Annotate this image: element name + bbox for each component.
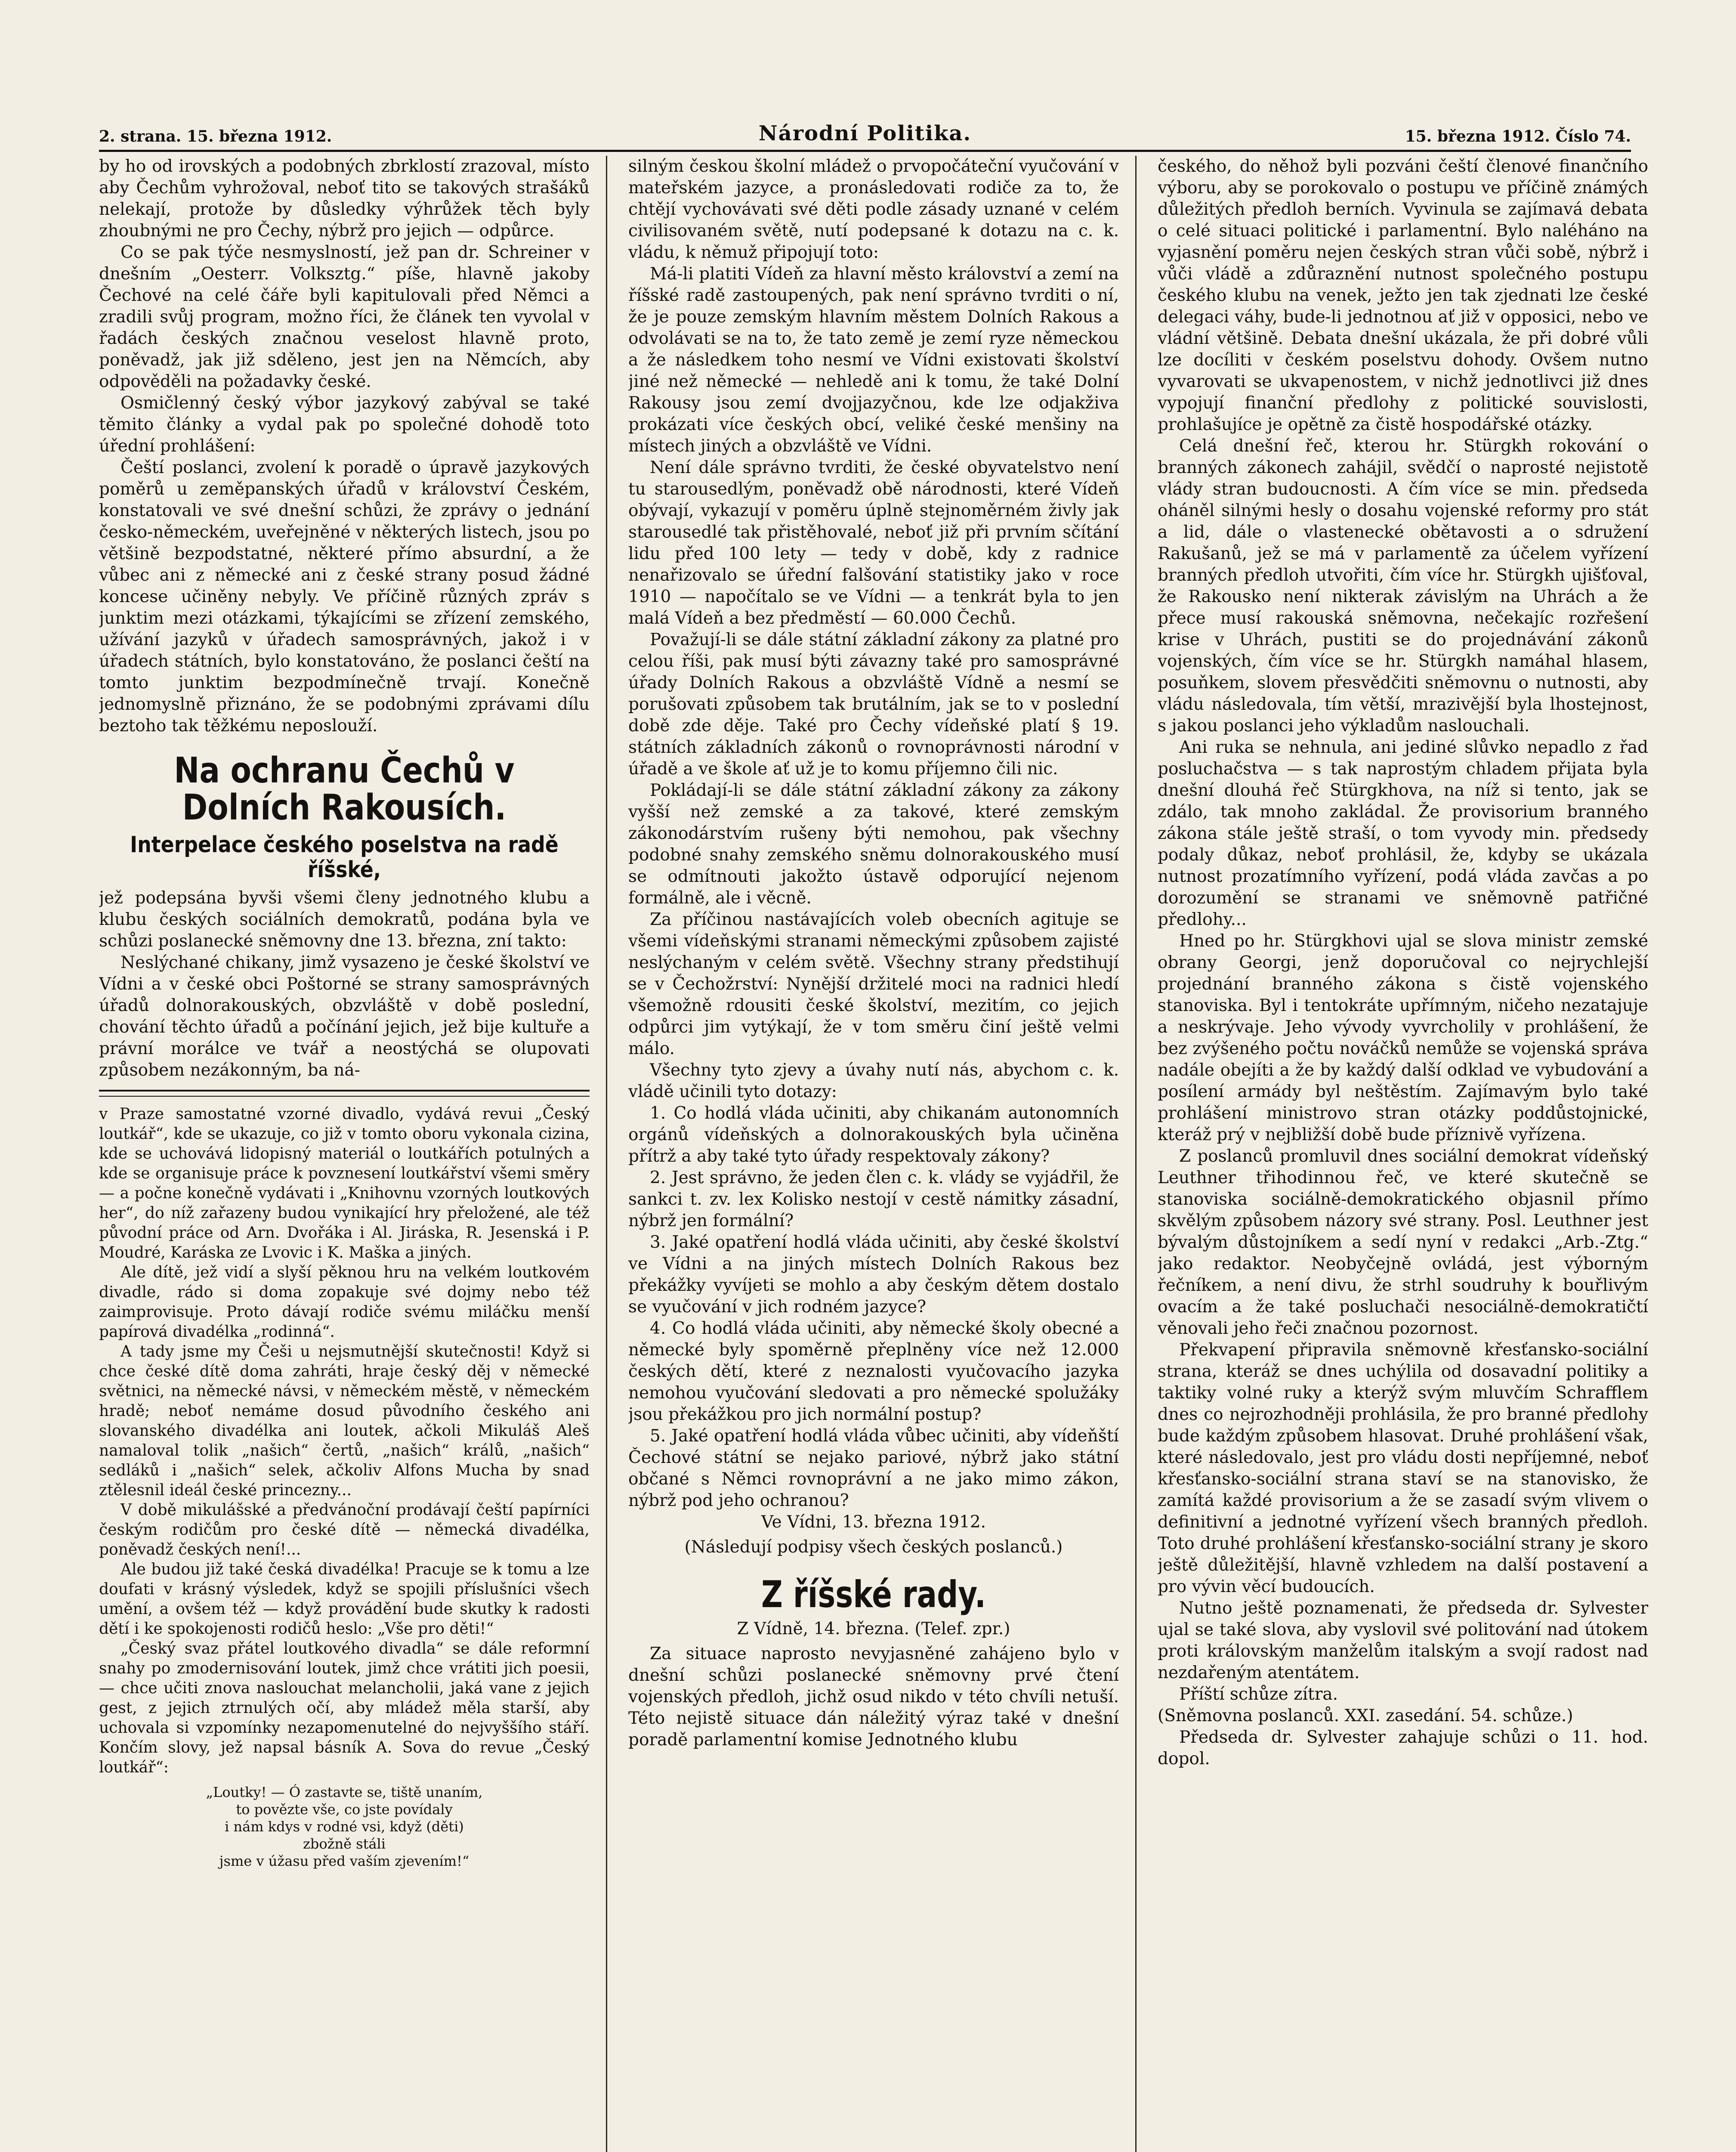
page-header <box>99 120 1631 145</box>
article-headline: Na ochranu Čechů v Dolních Rakousích. <box>174 750 515 828</box>
paragraph: Z poslanců promluvil dnes sociální demokrat vídeňský Leuthner třihodinnou řeč, ve které skutečně se stanoviska sociálně-demokratického objasnil přímo skvělým způsobem názory své strany. Posl. Leuthner jest bývalým důstojníkem a sedí nyní v redakci „Arb.-Ztg.“ jako redaktor. Neobyčejně ovládá, jest výborným řečníkem, a není divu, že strhl soudruhy k bouřlivým ovacím a že také posluchači nesociálně-demokratičtí věnovali jeho řeči značnou pozornost. <box>1158 1147 1648 1338</box>
header-page-date: 2. strana. 15. března 1912. <box>99 127 332 145</box>
header-rule <box>99 150 1631 152</box>
question-item: 5. Jaké opatření hodlá vláda vůbec učiniti, aby vídeňští Čechové státní se nejako pariové, nýbrž jako státní občané s Němci rovnoprávní a ne jako mimo zákon, nýbrž pod jeho ochranou? <box>628 1426 1119 1510</box>
poem-line: i nám kdys v rodné vsi, když (děti) <box>225 1818 464 1835</box>
article-dateline: Z Vídně, 14. března. (Telef. zpr.) <box>737 1619 1010 1639</box>
paragraph: A tady jsme my Češi u nejsmutnější skutečnosti! Když si chce české dítě doma zahráti, hraje český děj v německé světnici, na německé návsi, v německém městě, v německém hradě; neboť nemáme dosud původního českého ani slovanského divadélka ani loutek, ačkoli Mikuláš Aleš namaloval tolik „našich“ čertů, „našich“ králů, „našich“ sedláků i „našich“ selek, ačkoliv Alfons Mucha by snad ztělesnil ideál české princezny... <box>99 1343 590 1499</box>
question-item: 4. Co hodlá vláda učiniti, aby německé školy obecné a německé byly spoměrně přeplněny více než 12.000 českých dětí, které z neznalosti vyučovacího jazyka nemohou vyučování sledovati a pro německé spolužáky jsou překážkou pro jich normální postup? <box>628 1319 1119 1424</box>
question-item: 3. Jaké opatření hodlá vláda učiniti, aby české školství ve Vídni a na jiných místech Dolních Rakous bez překážky vyvíjeti se mohlo a aby českým dětem dostalo se vyučování v jich rodném jazyce? <box>628 1233 1119 1317</box>
column-2 <box>628 156 1119 2152</box>
paragraph: Osmičlenný český výbor jazykový zabýval se také těmito články a vydal pak po společné dohodě toto úřední prohlášení: <box>99 393 590 456</box>
paragraph: Všechny tyto zjevy a úvahy nutí nás, abychom c. k. vládě učinili tyto dotazy: <box>628 1061 1119 1101</box>
column-divider <box>1135 156 1137 2152</box>
signoff-signatures: (Následují podpisy všech českých poslanců.) <box>684 1537 1063 1557</box>
paragraph: by ho od irovských a podobných zbrklostí zrazoval, místo aby Čechům vyhrožoval, neboť tito se takových strašáků nelekají, protože by důsledky výhrůžek těch byly zhoubnými ne pro Čechy, nýbrž pro jejich — odpůrce. <box>99 157 590 241</box>
feuilleton-divider <box>99 1090 590 1097</box>
poem-line: zbožně stáli <box>303 1836 386 1852</box>
poem-line: to povězte vše, co jste povídaly <box>236 1801 453 1818</box>
column-3 <box>1158 156 1648 2152</box>
article-headline: Z říšské rady. <box>761 1573 986 1616</box>
session-heading: (Sněmovna poslanců. XXI. zasedání. 54. schůze.) <box>1158 1706 1573 1725</box>
paragraph: Nutno ještě poznamenati, že předseda dr. Sylvester ujal se také slova, aby vyslovil své politování nad útokem proti královským manželům italským a svojí radost nad nezdařeným atentátem. <box>1158 1599 1648 1682</box>
paragraph: jež podepsána byvši všemi členy jednotného klubu a klubu českých sociálních demokratů, podána byla ve schůzi poslanecké sněmovny dne 13. března, zní takto: <box>99 888 590 951</box>
paragraph: Za příčinou nastávajících voleb obecních agituje se všemi vídeňskými stranami německými způsobem zajisté neslýchaným v celém světě. Všechny strany předstihují se v Čechožrství: Nynější držitelé moci na radnici hledí všemožně rdousiti české školství, mezitím, co jejich odpůrci jim vytýkají, že v tom směru činí ještě velmi málo. <box>628 910 1119 1058</box>
paragraph: Považují-li se dále státní základní zákony za platné pro celou říši, pak musí býti závazny také pro samosprávné úřady Dolních Rakous a obzvláště Vídně a nesmí se porušovati způsobem tak brutálním, jak se to v poslední době zde děje. Také pro Čechy vídeňské platí § 19. státních základních zákonů o rovnoprávnosti národní v úřadě a ve škole ať už je to komu příjemno čili nic. <box>628 630 1119 779</box>
poem-quote <box>99 1784 590 1870</box>
poem-line: „Loutky! — Ó zastavte se, tiště unaním, <box>206 1784 483 1800</box>
feuilleton-section <box>99 1104 590 1870</box>
question-item: 1. Co hodlá vláda učiniti, aby chikanám autonomních orgánů vídeňských a dolnorakouských byla učiněna přítrž a aby také tyto úřady respektovaly zákony? <box>628 1104 1119 1166</box>
paragraph: v Praze samostatné vzorné divadlo, vydává revui „Český loutkář“, kde se ukazuje, co již v tomto oboru vykonala cizina, kde se uchovává lidopisný materiál o loutkářích potulných a kde se organisuje práce k povznesení loutkářství všemi směry — a počne konečně vydávati i „Knihovnu vzorných loutkových her“, do níž zařazeny budou vynikající hry přeložené, ale též původní práce od Arn. Dvořáka i Al. Jiráska, R. Jesenská i P. Moudré, Karáska ze Lvovic i K. Maška a jiných. <box>99 1105 590 1262</box>
column-1 <box>99 156 590 2152</box>
paragraph: Ale dítě, jež vidí a slyší pěknou hru na velkém loutkovém divadle, rádo si doma zopakuje své dojmy nebo též zaimprovisuje. Proto dávají rodiče svému miláčku menší papírová divadélka „rodinná“. <box>99 1264 590 1341</box>
article-subheadline: Interpelace českého poselstva na radě říšské, <box>130 832 559 883</box>
header-issue-number: 15. března 1912. Číslo 74. <box>1405 127 1631 145</box>
paragraph: silným českou školní mládež o prvopočáteční vyučování v mateřském jazyce, a pronásledovati rodiče za to, že chtějí vychovávati své děti podle zásady uznané v celém civilisovaném světě, nutí podepsané k dotazu na c. k. vládu, k němuž připojují toto: <box>628 157 1119 262</box>
column-divider <box>606 156 607 2152</box>
paragraph: českého, do něhož byli pozváni čeští členové finančního výboru, aby se porokovalo o postupu ve příčině známých důležitých předloh berních. Vyvinula se zajímavá debata o celé situaci politické i parlamentní. Bylo naléháno na vyjasnění poměru nejen českých stran vůči sobě, nýbrž i vůči vládě a zdůraznění nutnost společného postupu českého klubu na venek, ježto jen tak zjednati lze české delegaci váhy, bude-li jednotnou ať již v opposici, nebo ve vládní většině. Debata dnešní ukázala, že při dobré vůli lze docíliti v českém poselstvu dohody. Ovšem nutno vyvarovati se ukvapenostem, v nichž jednotlivci již dnes vypojují finanční předlohy z politické souvislosti, prohlašujíce je opětně za čistě hospodářské otázky. <box>1158 157 1648 434</box>
paragraph: „Český svaz přátel loutkového divadla“ se dále reformní snahy po zmodernisování loutek, jimž chce vrátiti jich poesii, — chce učiti znova naslouchat melancholii, jaká vane z jejich gest, z jejich ztrnulých očí, aby mládež měla starší, aby uchovala si vzpomínky nezapomenutelné do nejvyššího stáří. Končím slovy, jež napsal básník A. Sova do revue „Český loutkář“: <box>99 1640 590 1776</box>
masthead-title: Národní Politika. <box>758 121 972 145</box>
poem-line: jsme v úžasu před vaším zjevením!“ <box>219 1853 470 1869</box>
paragraph: Předseda dr. Sylvester zahajuje schůzi o 11. hod. dopol. <box>1158 1728 1648 1769</box>
paragraph: Pokládají-li se dále státní základní zákony za zákony vyšší než zemské a za takové, které zemským zákonodárstvím rušeny býti nemohou, pak všechny podobné snahy zemského sněmu dolnorakouského musí se odmítnouti jakožto ústavě odporující nejenom formálně, ale i věcně. <box>628 781 1119 908</box>
paragraph: Překvapení připravila sněmovně křesťansko-sociální strana, kteráž se dnes uchýlila od dosavadní politiky a taktiky volné ruky a kterýž svým mluvčím Schrafflem dnes co nejrozhodněji prohlásila, že pro branné předlohy bude každým způsobem hlasovat. Druhé prohlášení však, které následovalo, jest pro vládu dosti nepříjemné, neboť křesťansko-sociální strana staví se na stanovisko, že zamítá každé provisorium a že se zasadí svým vlivem o definitivní a jednotné vyřízení všech branných předloh. Toto druhé prohlášení křesťansko-sociální strany je skoro ještě důležitější, hlavně vzhledem na další postavení a pro vývin věcí budoucích. <box>1158 1340 1648 1596</box>
paragraph: V době mikulášské a předvánoční prodávají čeští papírníci českým rodičům pro české dítě — německá divadélka, poněvadž českých není!... <box>99 1501 590 1558</box>
paragraph: Co se pak týče nesmyslností, jež pan dr. Schreiner v dnešním „Oesterr. Volksztg.“ píše, hlavně jakoby Čechové na celé čáře byli kapitulovali před Němci a zradili svůj program, možno říci, že článek ten vyvolal v řadách českých značnou veselost hlavně proto, poněvadž, jak již sděleno, jest jen na Němcích, aby odpověděli na požadavky české. <box>99 243 590 391</box>
paragraph: Má-li platiti Vídeň za hlavní město království a zemí na říšské radě zastoupených, pak není správno tvrditi o ní, že je pouze zemským hlavním městem Dolních Rakous a odvolávati se na to, že tato země je zemí ryze německou a že následkem toho nesmí ve Vídni existovati školství jiné než německé — nehledě ani k tomu, že také Dolní Rakousy jsou zemí dvojjazyčnou, kde lze odjakživa prokázati více českých obcí, veliké české menšiny na místech jiných a obzvláště ve Vídni. <box>628 264 1119 456</box>
paragraph: Celá dnešní řeč, kterou hr. Stürgkh rokování o branných zákonech zahájil, svědčí o naprosté nejistotě vlády stran budoucnosti. A čím více se min. předseda oháněl silnými hesly o dosahu vojenské reformy pro stát a lid, dále o vlastenecké obětavosti a o sdružení Rakušanů, jež se má v parlamentě za účelem vyřízení branných předloh utvořiti, čím více hr. Stürgkh ujišťoval, že Rakousko není nikterak závislým na Uhrách a že přece musí rakouská sněmovna, nečekajíc rozřešení krise v Uhrách, pustiti se do projednávání zákonů vojenských, čím více se hr. Stürgkh namáhal hlasem, posuňkem, slovem přesvědčiti sněmovnu o nutnosti, aby vládu následovala, tím větší, mrazivější byla lhostejnost, s jakou poslanci jeho výkladům naslouchali. <box>1158 436 1648 736</box>
paragraph: Není dále správno tvrditi, že české obyvatelstvo není tu starousedlým, poněvadž obě národnosti, které Vídeň obývají, vykazují v poměru úplně stejnoměrném živly jak starousedlé tak přistěhovalé, neboť již při prvním sčítání lidu před 100 lety — tedy v době, kdy z radnice nenařizovalo se úřední falšování statistiky jako v roce 1910 — napočítalo se ve Vídni — a tenkrát byla to jen malá Vídeň a bez předměstí — 60.000 Čechů. <box>628 458 1119 628</box>
signoff-date: Ve Vídni, 13. března 1912. <box>761 1512 986 1532</box>
paragraph: Hned po hr. Stürgkhovi ujal se slova ministr zemské obrany Georgi, jenž doporučoval co nejrychlejší projednání branného zákona s čistě vojenského stanoviska. Byl i tentokráte upřímným, ničeho nezatajuje a neskrývaje. Jeho vývody vyvrcholily v prohlášení, že bez zvýšeného počtu nováčků nemůže se vojenská správa nadále obejíti a že by každý další odklad ve vybudování a posílení armády byl neštěstím. Zajímavým bylo také prohlášení ministrovo stran otázky poddůstojnické, kteráž prý v nejbližší době bude příznivě vyřízena. <box>1158 931 1648 1144</box>
paragraph: Příští schůze zítra. <box>1179 1685 1338 1704</box>
paragraph: Čeští poslanci, zvolení k poradě o úpravě jazykových poměrů u zeměpanských úřadů v království Českém, konstatovali ve své dnešní schůzi, že zprávy o jednání česko-německém, uveřejněné v některých listech, jsou po většině bezpodstatné, některé přímo absurdní, a že vůbec ani z německé ani z české strany posud žádné koncese učiněny nebyly. Ve příčině různých zpráv s junktim mezi otázkami, týkajícími se zřízení zemského, užívání jazyků v úřadech samosprávných, jakož i v úřadech státních, bylo konstatováno, že poslanci čeští na tomto junktim bezpodmínečně trvají. Konečně jednomyslně přiznáno, že se podobnými zprávami dílu beztoho tak těžkému neposlouží. <box>99 458 590 736</box>
paragraph: Ani ruka se nehnula, ani jediné slůvko nepadlo z řad posluchačstva — s tak naprostým chladem přijata byla dnešní dlouhá řeč Stürgkhova, na níž si tento, jak se zdálo, tak mnoho zakládal. Že provisorium branného zákona stále ještě straší, o tom vyvody min. předsedy podaly důkaz, neboť prohlásil, že, kdyby se ukázala nutnost prozatímního vyřízení, podá vláda zavčas a po dorozumění se stranami ve sněmovně patřičné předlohy... <box>1158 738 1648 929</box>
paragraph: Za situace naprosto nevyjasněné zahájeno bylo v dnešní schůzi poslanecké sněmovny prvé čtení vojenských předloh, jichž osud nikdo v této chvíli netuší. Této nejistě situace dán náležitý výraz také v dnešní poradě parlamentní komise Jednotného klubu <box>628 1644 1119 1750</box>
question-item: 2. Jest správno, že jeden člen c. k. vlády se vyjádřil, že sankci t. zv. lex Kolisko nestojí v cestě námitky zásadní, nýbrž jen formální? <box>628 1168 1119 1231</box>
paragraph: Ale budou již také česká divadélka! Pracuje se k tomu a lze doufati v krásný výsledek, když se spojili příslušníci všech umění, a ovšem též — když provádění bude skutky k radosti dětí i ke spokojenosti rodičů heslo: „Vše pro děti!“ <box>99 1561 590 1638</box>
paragraph: Neslýchané chikany, jimž vysazeno je české školství ve Vídni a v české obci Poštorné se strany samosprávných úřadů dolnorakouských, obzvláště v době poslední, chování těchto úřadů a počínání jejich, jež bije kultuře a právní morálce ve tvář a neostýchá se olupovati způsobem nezákonným, ba ná- <box>99 953 590 1080</box>
